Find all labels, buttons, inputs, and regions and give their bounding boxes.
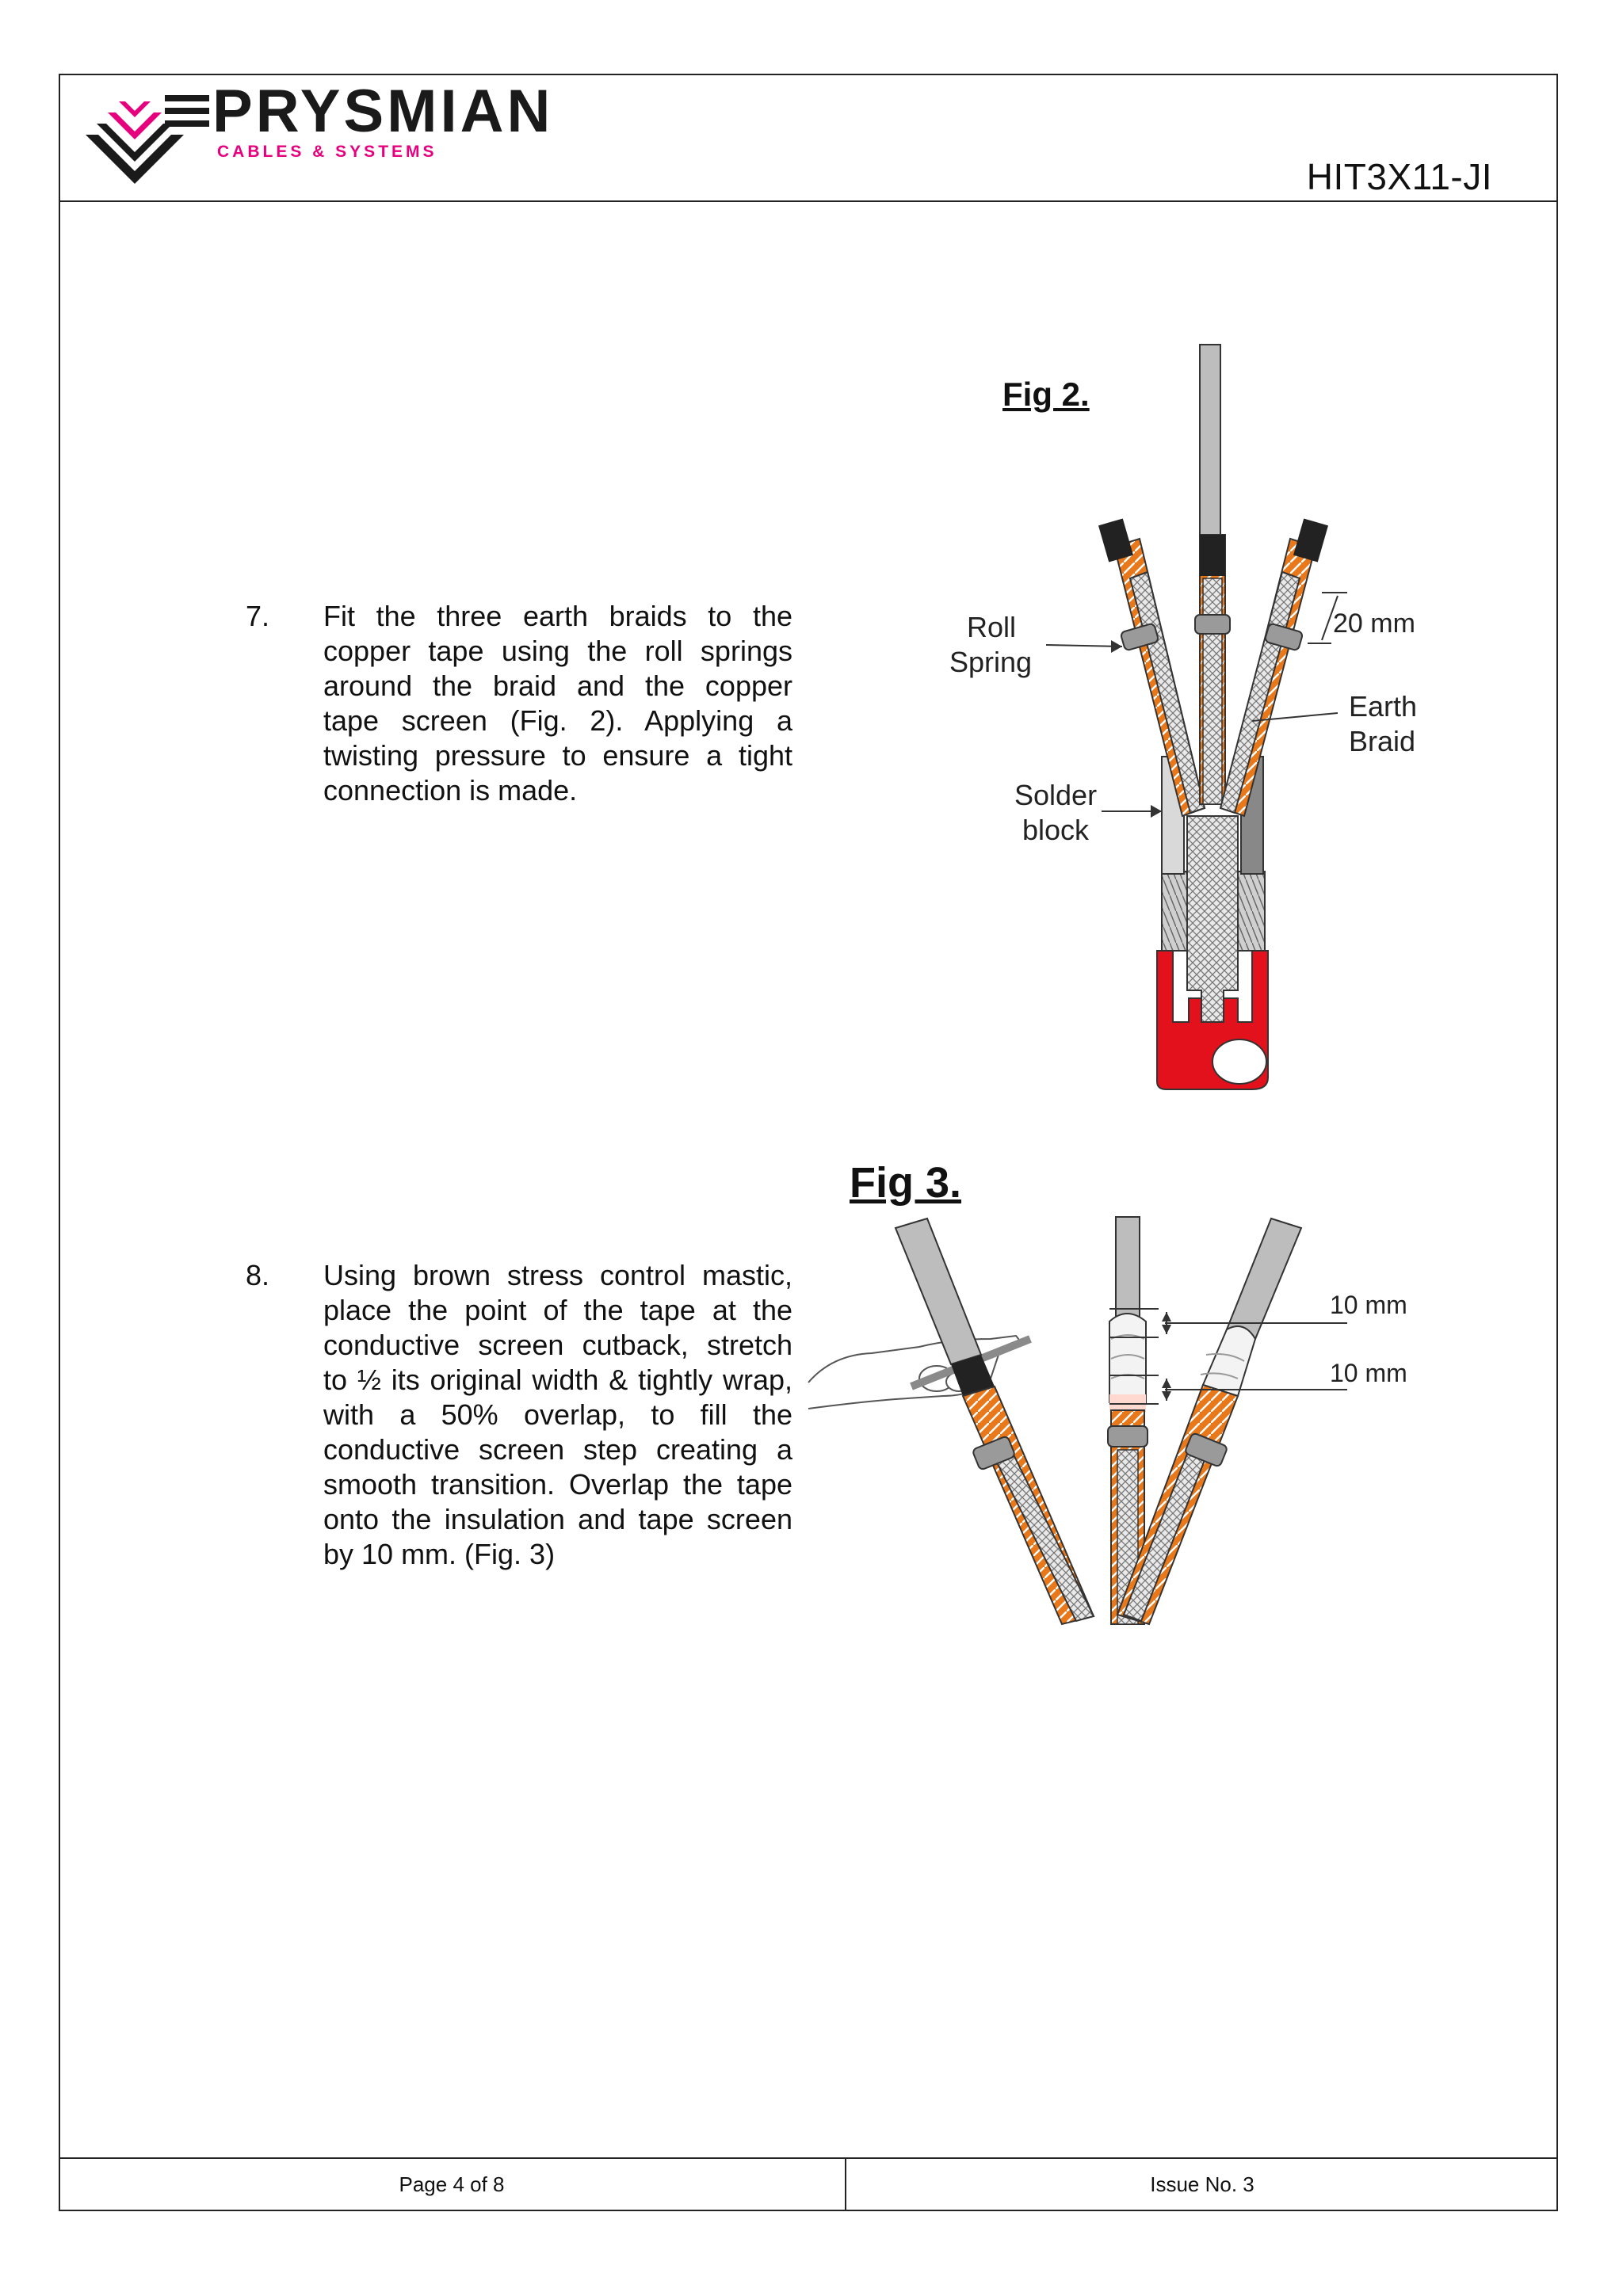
footer-issue-number: Issue No. 3 [1150, 2172, 1254, 2196]
fig2-title: Fig 2. [1002, 376, 1090, 413]
solder-block-label-line2: block [1022, 814, 1090, 846]
fig3-title: Fig 3. [850, 1159, 962, 1207]
step-number: 8. [246, 1259, 270, 1291]
prysmian-logo [86, 86, 688, 193]
fig3-dim-top-label: 10 mm [1330, 1291, 1407, 1319]
step-text: Fit the three earth braids to the copper tape using the roll springs around the braid and the copper tape screen (Fig. 2). Applying a twisting pressure to ensure a tight connection is made. [323, 600, 792, 807]
roll-spring-label-line1: Roll [967, 611, 1017, 643]
fig2-illustration [935, 341, 1458, 1093]
document-code: HIT3X11-JI [1306, 156, 1492, 197]
fig3-illustration [800, 1212, 1450, 1640]
brand-tagline: CABLES & SYSTEMS [217, 143, 437, 161]
fig3-dim-bottom-label: 10 mm [1330, 1359, 1407, 1387]
fig2-dimension-label: 20 mm [1333, 608, 1415, 639]
footer-page-number: Page 4 of 8 [399, 2172, 505, 2196]
logo-mark-icon [86, 95, 209, 184]
brand-name: PRYSMIAN [212, 86, 554, 145]
earth-braid-label-line2: Braid [1349, 725, 1416, 757]
step-number: 7. [246, 600, 270, 632]
roll-spring-label-line2: Spring [949, 646, 1033, 678]
earth-braid-label-line1: Earth [1349, 690, 1418, 723]
solder-block-label-line1: Solder [1014, 779, 1098, 811]
header-divider [59, 200, 1558, 202]
step-text: Using brown stress control mastic, place the point of the tape at the conductive screen cutback, stretch to ½ its original width & tightly wrap, with a 50% overlap, to fill the conductive screen step creating a smooth transition. Overlap the tape onto the insulation and tape screen by 10 mm. (Fig. 3) [323, 1259, 792, 1570]
